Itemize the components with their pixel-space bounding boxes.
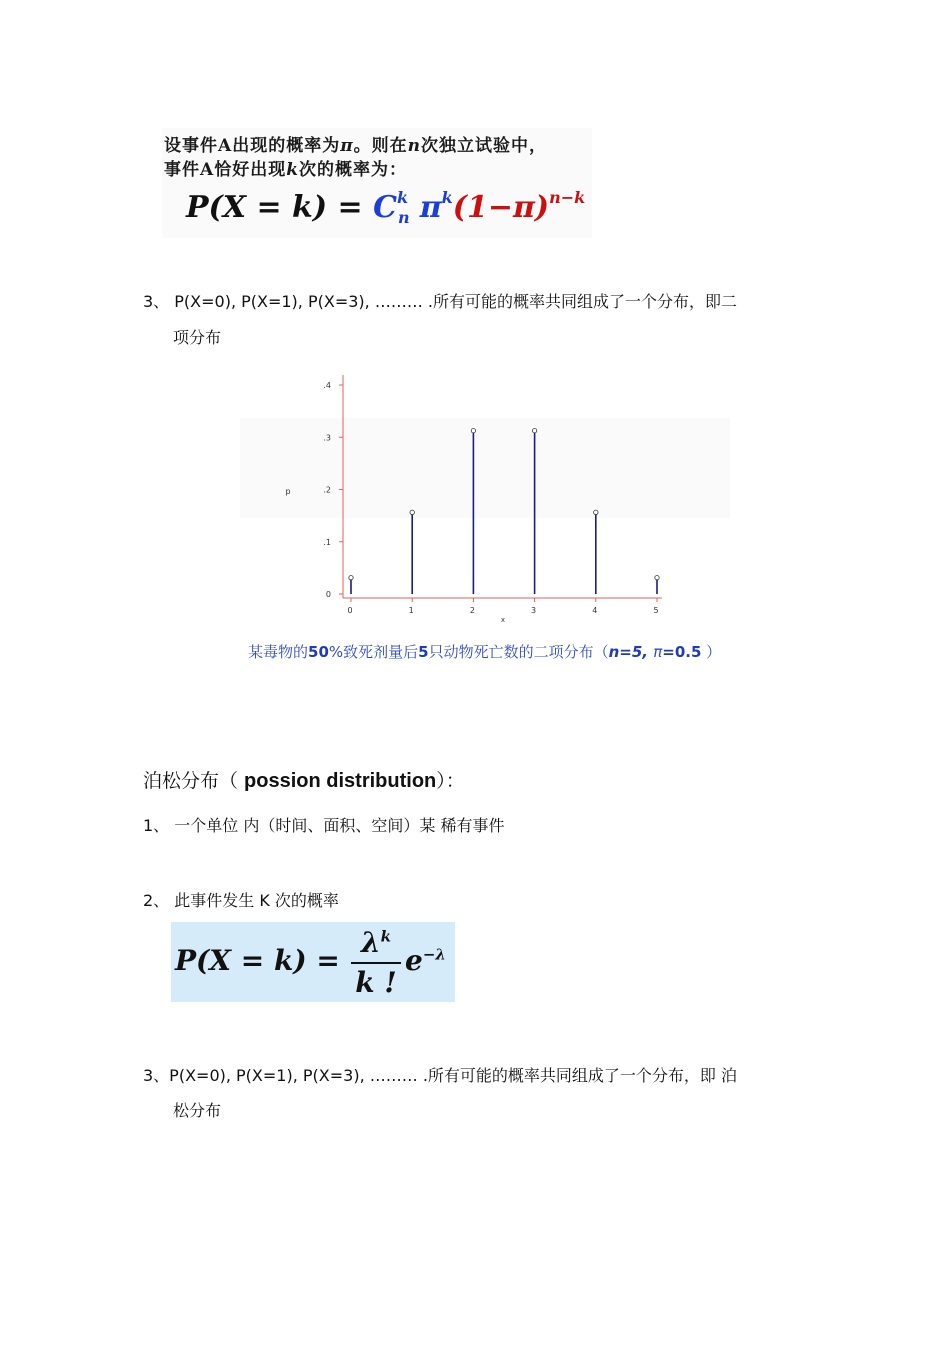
intro-line-1-post: 次独立试验中，	[421, 136, 548, 156]
binomial-formula-lhs: P(X = k) =	[186, 190, 374, 225]
binomial-formula-paren: (1−π)	[452, 190, 550, 225]
stem-marker	[410, 510, 414, 514]
intro-k: k	[286, 160, 299, 180]
caption-pi-value: =0.5	[662, 643, 702, 661]
poisson-formula-box	[171, 922, 455, 1002]
caption-50: 50	[308, 643, 329, 661]
x-tick-label: 3	[531, 606, 537, 615]
caption-pi: π	[653, 643, 663, 661]
poisson-heading-pre: 泊松分布（	[143, 770, 245, 792]
caption-mid-1: %致死剂量后	[328, 643, 419, 661]
poisson-item-3-line-1: 3、P(X=0), P(X=1), P(X=3), ……… .所有可能的概率共同组成了一个分布，即 泊	[143, 1066, 737, 1085]
y-tick-label: .1	[323, 537, 331, 547]
intro-line-1-mid: 。则在	[353, 136, 408, 156]
intro-line-1-pre: 设事件A出现的概率为	[164, 136, 341, 156]
fraction-bar	[351, 962, 401, 964]
poisson-heading	[143, 766, 465, 793]
poisson-denominator: k !	[355, 966, 397, 999]
binomial-formula-sup-k: k	[396, 188, 409, 207]
x-tick-label: 1	[408, 606, 414, 615]
intro-line-2-pre: 事件A恰好出现	[164, 160, 287, 180]
caption-mid-2: 只动物死亡数的二项分布（	[428, 643, 609, 661]
stem-marker	[594, 510, 598, 514]
intro-line-2-post: 次的概率为：	[298, 160, 407, 180]
poisson-formula-lhs: P(X = k) =	[175, 944, 340, 977]
y-axis-label: p	[285, 487, 291, 496]
caption-5: 5	[418, 643, 429, 661]
stem-marker	[655, 575, 659, 579]
poisson-e: e	[405, 944, 423, 977]
x-tick-label: 5	[653, 606, 659, 615]
poisson-formula-fraction	[351, 926, 401, 999]
binomial-formula-pi-sup: k	[441, 188, 453, 207]
x-tick-label: 0	[347, 606, 353, 615]
poisson-item-3-line-2: 松分布	[173, 1101, 222, 1120]
poisson-item-1: 1、 一个单位 内（时间、面积、空间）某 稀有事件	[143, 816, 505, 835]
poisson-lambda-sup: k	[380, 927, 392, 946]
x-tick-label: 4	[592, 606, 598, 615]
caption-post: ）	[701, 643, 722, 661]
poisson-exponential	[405, 944, 446, 977]
binomial-formula-sub-n: n	[398, 208, 410, 227]
binomial-formula-pi: π	[419, 190, 442, 225]
poisson-numerator	[351, 926, 401, 960]
stem-marker	[532, 429, 536, 433]
poisson-heading-en: possion distribution	[244, 770, 437, 792]
poisson-item-2: 2、 此事件发生 K 次的概率	[143, 891, 339, 910]
y-tick-label: .3	[323, 433, 331, 443]
poisson-e-sup: −λ	[422, 945, 446, 964]
binomial-formula-paren-sup: n−k	[549, 188, 586, 207]
caption-n: n=5,	[608, 643, 654, 661]
x-axis-label: x	[500, 616, 506, 624]
intro-n: n	[407, 136, 422, 156]
binomial-item-3-line-1: 3、 P(X=0), P(X=1), P(X=3), ……… .所有可能的概率共同组成了一个分布，即二	[143, 292, 737, 311]
stem-marker	[471, 429, 475, 433]
caption-pre: 某毒物的	[248, 643, 309, 661]
binomial-item-3-line-2: 项分布	[173, 328, 222, 347]
y-tick-label: 0	[325, 590, 331, 599]
intro-pi: π	[340, 136, 354, 156]
stem-marker	[349, 575, 353, 579]
y-tick-label: .4	[323, 381, 331, 390]
x-tick-label: 2	[469, 606, 475, 615]
poisson-heading-post: ）：	[436, 770, 465, 792]
binomial-formula-c: C	[373, 190, 397, 225]
y-tick-label: .2	[323, 485, 331, 495]
poisson-lambda: λ	[360, 926, 381, 959]
chart-caption	[248, 641, 721, 662]
